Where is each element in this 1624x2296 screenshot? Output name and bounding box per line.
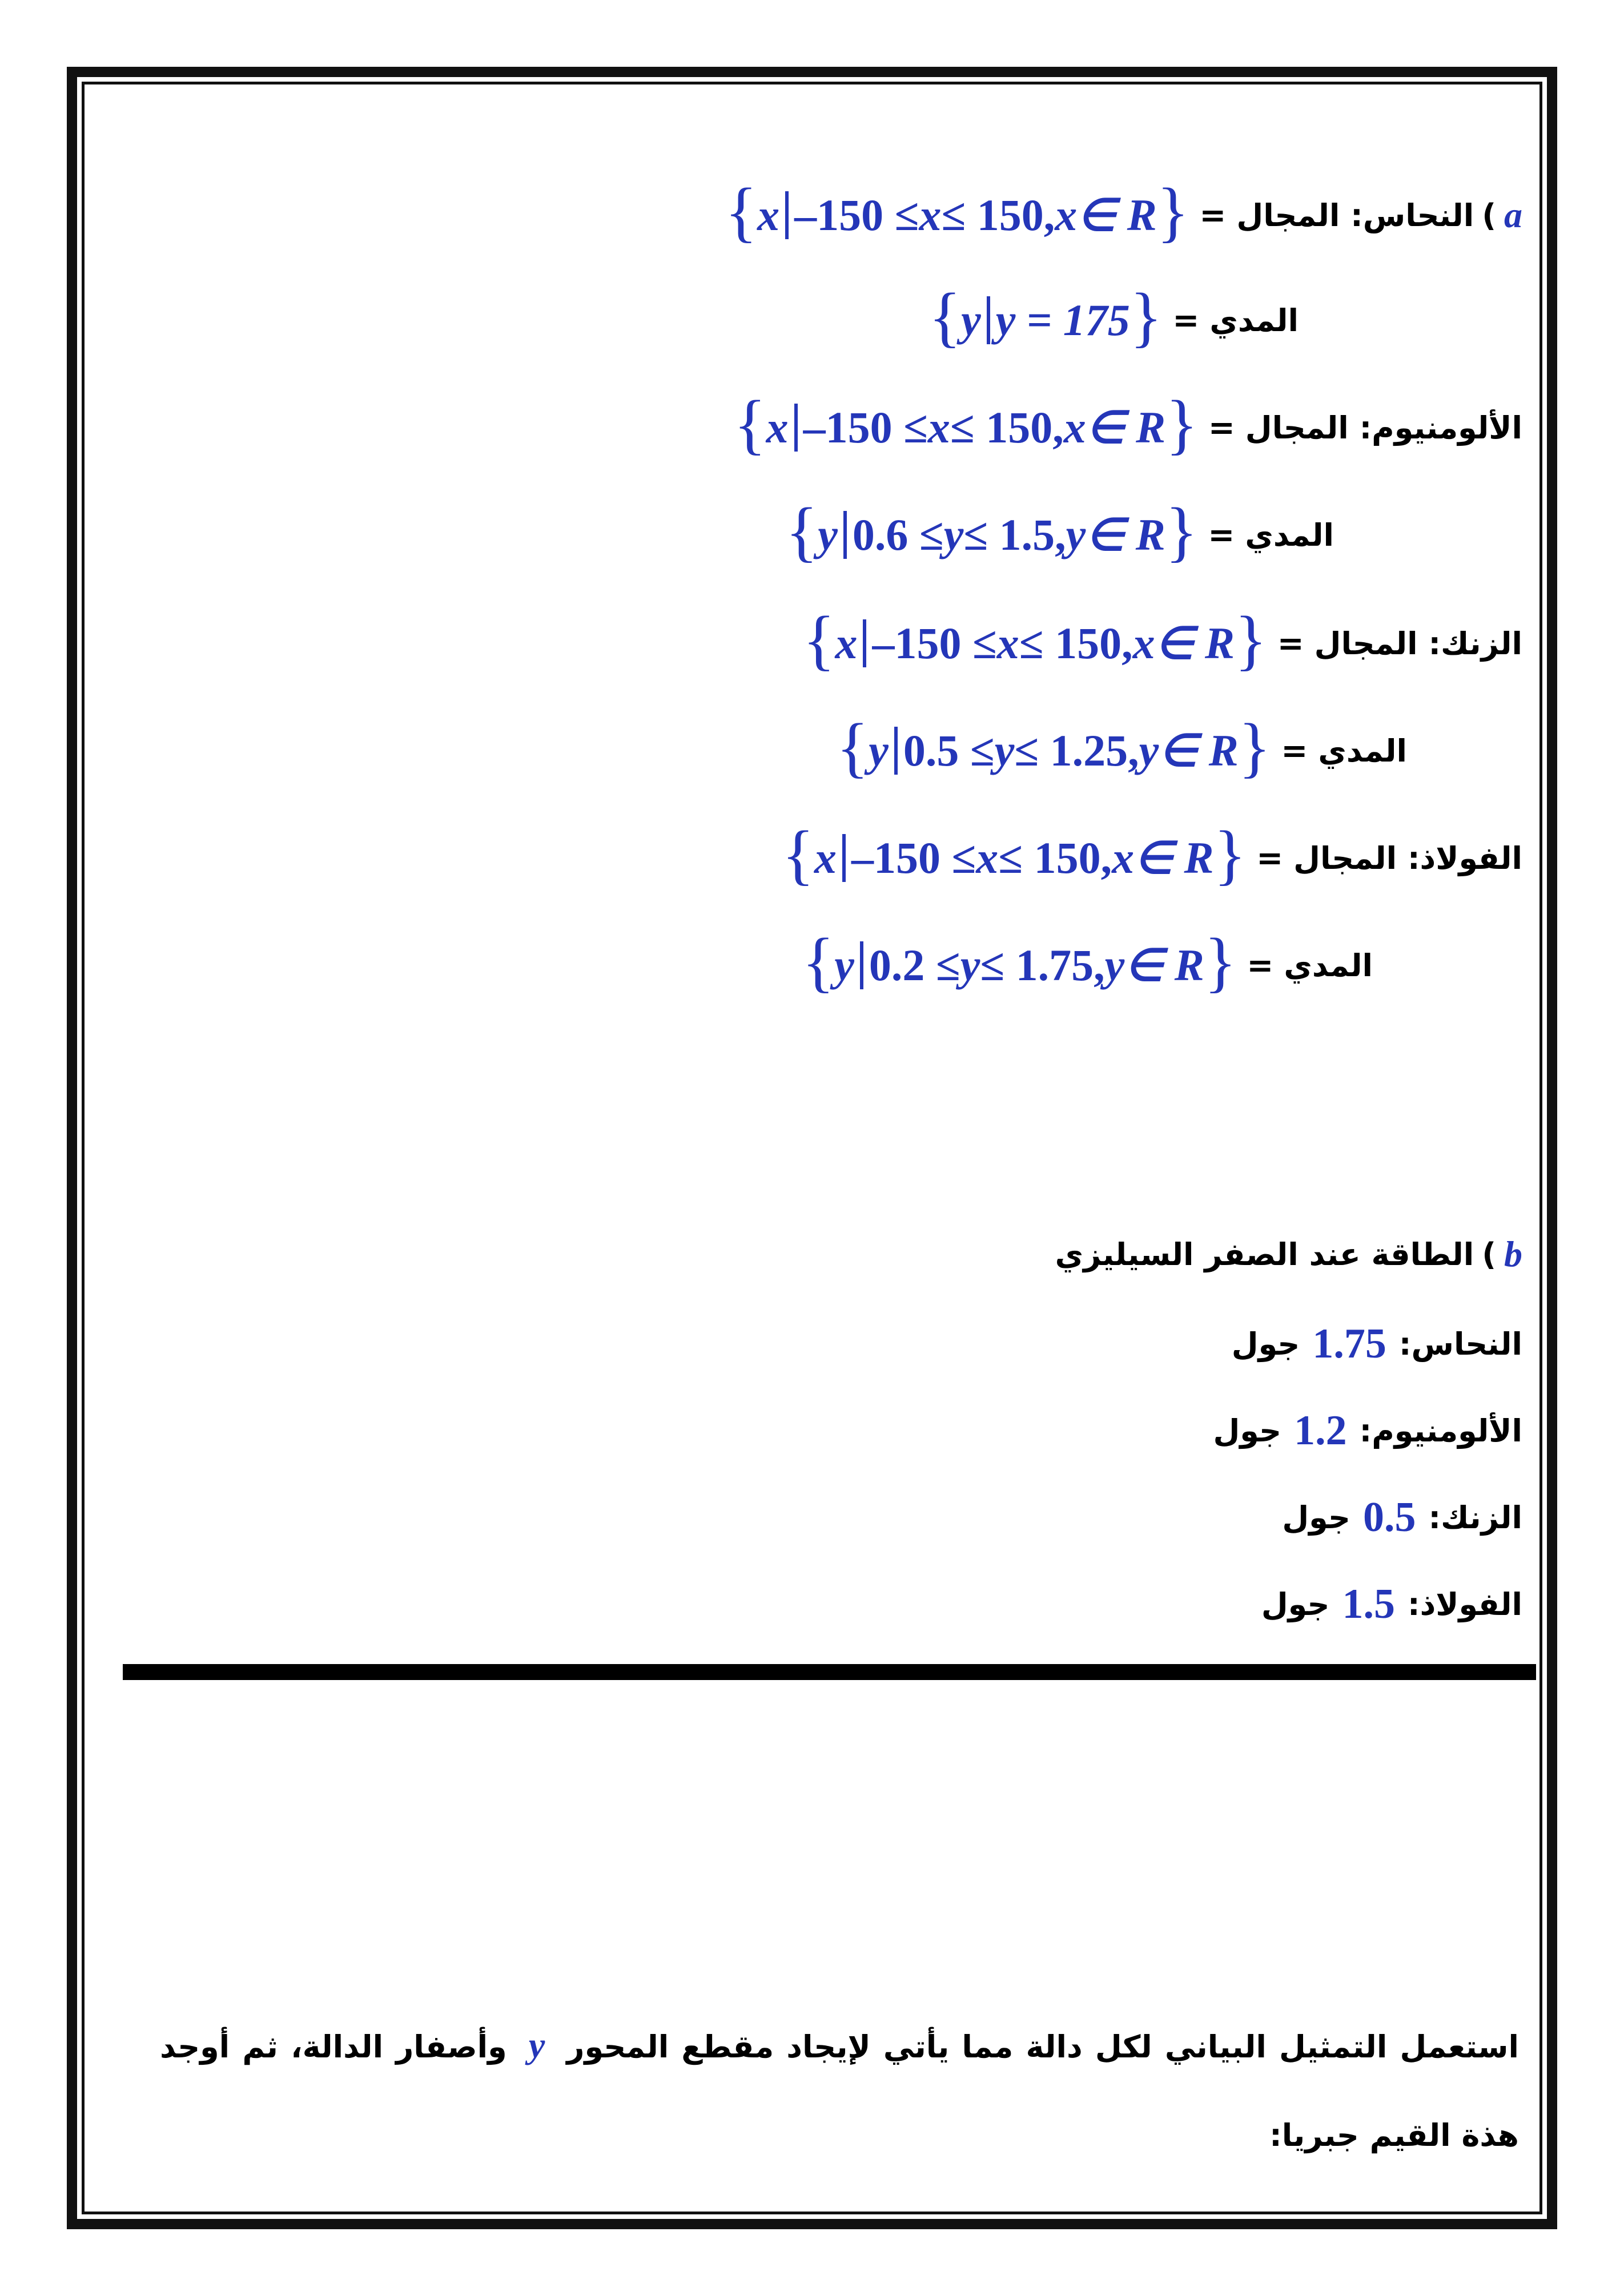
- row-label: النحاس: المجال: [1236, 197, 1474, 233]
- part-a-row-5: [802, 602, 1522, 677]
- equals-sign: =: [1277, 625, 1304, 662]
- part-a-row-6: [836, 710, 1407, 784]
- set-expression: { y 0.5 ≤ y ≤ 1.25, y ∈ R }: [836, 710, 1271, 784]
- unit-label: جول: [1261, 1586, 1330, 1622]
- unit-label: جول: [1213, 1413, 1282, 1449]
- set-expression: { y 0.6 ≤ y ≤ 1.5, y ∈ R }: [785, 494, 1198, 569]
- item-label: النحاس:: [1398, 1326, 1522, 1362]
- set-expression: { x –150 ≤ x ≤ 150, x ∈ R }: [733, 386, 1198, 461]
- part-a-marker: a: [1504, 195, 1522, 235]
- item-label: الفولاذ:: [1407, 1586, 1522, 1622]
- unit-label: جول: [1231, 1326, 1300, 1362]
- row-label: الفولاذ: المجال: [1293, 840, 1522, 876]
- question-text-before: استعمل التمثيل البياني لكل دالة مما يأتي لإيجاد مقطع المحور: [566, 2029, 1520, 2065]
- part-b-heading: [1055, 1233, 1522, 1275]
- row-label: المدي: [1318, 732, 1407, 769]
- part-b-item-copper: [1232, 1320, 1522, 1368]
- row-label: المدي: [1245, 517, 1334, 553]
- section-separator: [123, 1664, 1536, 1680]
- y-variable: y: [528, 2025, 545, 2065]
- equals-sign: =: [1256, 839, 1284, 877]
- row-label: الألومنيوم: المجال: [1245, 409, 1522, 446]
- question-text-after: وأصفار الدالة، ثم أوجد هذة القيم جبريا:: [160, 2029, 1519, 2153]
- item-value: 0.5: [1362, 1494, 1416, 1541]
- part-b-item-steel: [1261, 1580, 1522, 1629]
- equals-sign: =: [1208, 409, 1235, 446]
- item-label: الألومنيوم:: [1359, 1413, 1522, 1449]
- set-expression: { x –150 ≤ x ≤ 150, x ∈ R }: [782, 817, 1247, 892]
- row-label: المدي: [1209, 302, 1299, 339]
- set-expression: { x –150 ≤ x ≤ 150, x ∈ R }: [802, 602, 1267, 677]
- part-a-row-7: [782, 817, 1522, 892]
- part-b-item-zinc: [1282, 1493, 1522, 1542]
- part-b-item-aluminum: [1213, 1407, 1522, 1455]
- equals-sign: =: [1281, 732, 1308, 770]
- part-b-heading-text: الطاقة عند الصفر السيليزي: [1055, 1236, 1474, 1272]
- item-value: 1.2: [1294, 1407, 1347, 1454]
- equals-sign: =: [1247, 946, 1274, 984]
- set-expression: { y 0.2 ≤ y ≤ 1.75, y ∈ R }: [802, 924, 1237, 999]
- part-a-row-4: [785, 494, 1334, 569]
- equals-sign: =: [1172, 301, 1200, 339]
- part-b-paren: ): [1482, 1236, 1496, 1272]
- unit-label: جول: [1282, 1500, 1350, 1536]
- question-text: [160, 2001, 1519, 2180]
- row-label: الزنك: المجال: [1314, 625, 1522, 662]
- item-value: 1.75: [1312, 1320, 1386, 1367]
- equals-sign: =: [1208, 516, 1235, 554]
- row-label: المدي: [1284, 947, 1373, 984]
- part-a-row-1: [725, 174, 1522, 249]
- item-label: الزنك:: [1428, 1500, 1522, 1536]
- part-a-paren: ): [1482, 197, 1496, 233]
- part-a-row-3: [733, 386, 1522, 461]
- item-value: 1.5: [1342, 1581, 1395, 1628]
- set-expression: { y y = 175 }: [928, 279, 1163, 354]
- part-a-row-8: [802, 924, 1373, 999]
- part-b-marker: b: [1504, 1234, 1522, 1274]
- equals-sign: =: [1199, 196, 1227, 234]
- part-a-row-2: [928, 279, 1299, 354]
- set-expression: { x –150 ≤ x ≤ 150, x ∈ R }: [725, 174, 1189, 249]
